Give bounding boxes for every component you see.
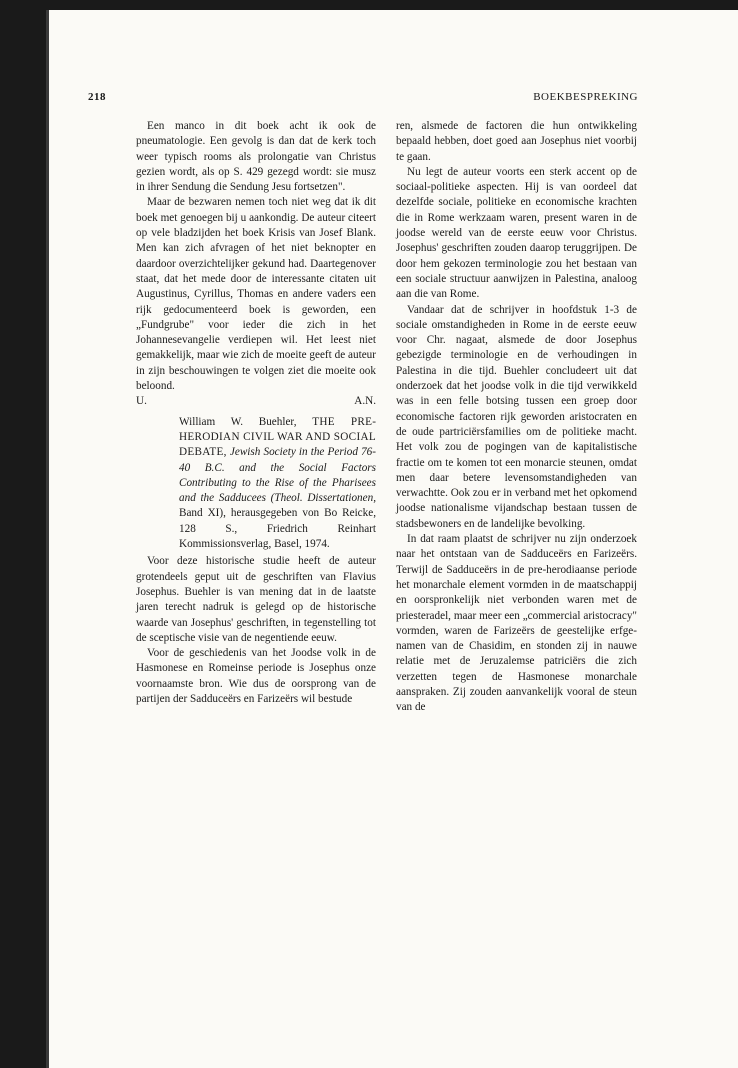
running-header [88,91,638,103]
right-column [396,119,637,716]
paragraph: Een manco in dit boek acht ik ook de pneumatologie. Een gevolg is dan dat de kerk toch weer typisch rooms als prolongatie van Christus gezien wordt, als op S. 429 gezegd wordt: sie musz in ihrer Sendung die Sendung Jesu fortsetzen". [136,120,376,194]
section-title: BOEKBESPREKING [533,91,638,103]
review-bibliographic-heading [179,415,376,553]
signature-place: U. [136,395,147,408]
left-column [136,119,376,707]
page-number: 218 [88,91,106,103]
review-publication-details: Band XI), herausgegeben von Bo Reicke, 128 S., Friedrich Reinhart Kommissionsverlag, Basel, 1974. [179,507,376,551]
review-book-subtitle: Jewish Society in the Period 76-40 B.C. and the Social Factors Contributing to the Rise of the Pharisees and the Sadducees (Theol. Dissertationen, [179,446,376,505]
paragraph: Voor deze historische studie heeft de auteur grotendeels geput uit de geschriften van Flavius Josephus. Buehler is van mening dat in de laatste jaren terecht nadruk is gelegd op de historische waarde van Josephus' geschriften, in tegenstelling tot de sceptische visie van de negentiende eeuw. [136,555,376,644]
review-author: William W. Buehler, [179,415,297,428]
paragraph: Vandaar dat de schrijver in hoofdstuk 1-3 de sociale omstandigheden in Rome in de eerste eeuw voor Chr. nagaat, alsmede de door Josephus gebezigde terminologie en de verhoudingen in Palestina in die tijd. Buehler concludeert uit dat onderzoek dat het joodse volk in die tijd verwikkeld was in een felle botsing tussen een groep door economische factoren rijk geworden aristocraten en de oude partriciërsfamilies om de politieke macht. Het volk zou de pogingen van de kapitalistische fractie om te komen tot een monarcie steunen, omdat men daar betere levensomstandigheden van verwachtte. Ook zou er in verband met het opkomend joodse nationalisme vijandschap bestaan tussen de stadsbewoners en de landelijke bevolking. [396,303,637,530]
scan-top-border [0,0,738,10]
review-book-title: THE PREHERODIAN CIVIL WAR AND SOCIAL DEBATE, [179,415,376,459]
paragraph: Voor de geschiedenis van het Joodse volk in de Hasmonese en Romeinse periode is Josephus onze voornaamste bron. Wie dus de oorsprong van de partijen der Sadduceërs en Farizeërs wil bestude [136,647,376,705]
signature-line [136,394,376,409]
paragraph: In dat raam plaatst de schrijver nu zijn onderzoek naar het ontstaan van de Sadduceërs en Farizeërs. Terwijl de Sadduceërs in de pre-herodiaanse periode het monarchale element vormden in de maatschappij en oorspronkelijk niet verbonden waren met de priesteradel, maar meer een „commercial aristocracy" vormden, waren de Farizeërs de geestelijke erfgenamen van de Chasidim, en stonden zij in nauwe relatie met de Jeruzalemse patriciërs die zich verzetten tegen de Hasmonese monarchale aanspraken. Zij zouden aanvankelijk vooral de steun van de [396,533,637,714]
scan-left-border [0,0,46,1068]
paragraph: Maar de bezwaren nemen toch niet weg dat ik dit boek met genoegen bij u aankondig. De auteur citeert op vele bladzijden het boek Krisis van Josef Blank. Men kan zich afvragen of het niet beknopter en daardoor overzichtelijker gekund had. Daartegenover staat, dat het mede door de interessante citaten uit Augustinus, Cyrillus, Thomas en andere vaders een rijk gedocumenteerd boek is geworden, een „Fundgrube" voor ieder die zich in het Johannesevangelie verdiepen wil. Het leest niet gemakkelijk, maar wie zich de moeite geeft de auteur in zijn beschouwingen te volgen ziet die moeite ook beloond. [136,196,376,393]
paragraph: ren, alsmede de factoren die hun ontwikkeling bepaald hebben, doet goed aan Josephus niet voorbij te gaan. [396,120,637,163]
paragraph: Nu legt de auteur voorts een sterk accent op de sociaal-politieke aspecten. Hij is van oordeel dat dezelfde sociale, politieke en economische krachten die in Rome werkzaam waren, present waren in de joodse wereld van de eerste eeuw voor Christus. Josephus' geschriften zouden daarop teruggrijpen. De door hem gekozen terminologie zou het bestaan van een sociale structuur aanwijzen in Palestina, analoog aan die van Rome. [396,165,637,301]
signature-initials: A.N. [354,395,376,408]
